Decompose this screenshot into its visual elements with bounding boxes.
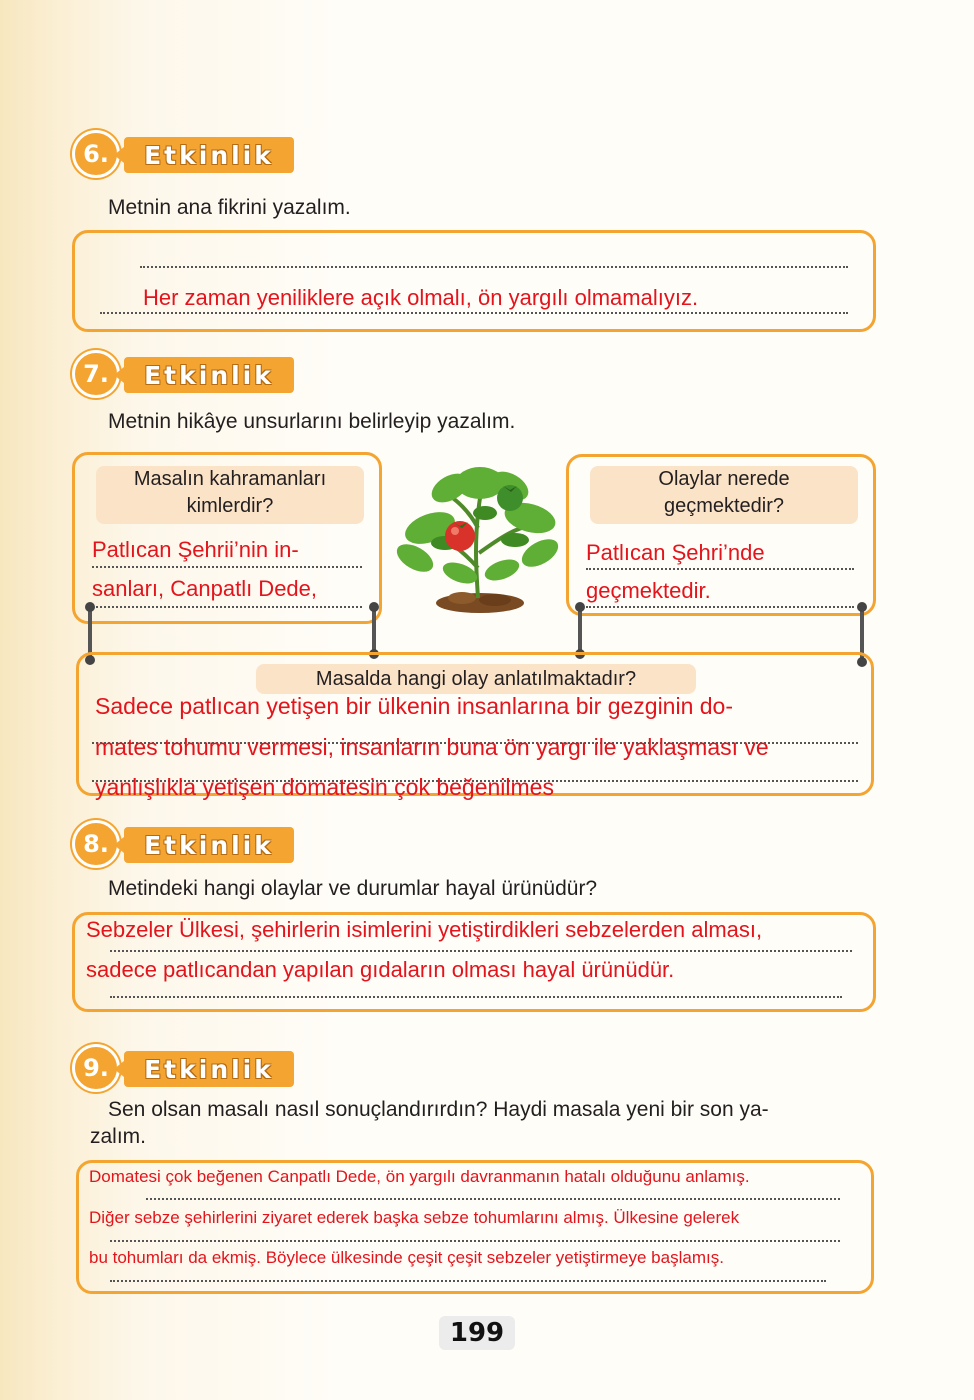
event-question: Masalda hangi olay anlatılmaktadır?: [256, 664, 696, 694]
activity-9-answer-line-3: bu tohumları da ekmiş. Böylece ülkesinde çeşit çeşit sebzeler yetiştirmeye başlamış.: [89, 1248, 724, 1267]
label-line: Olaylar nerede: [658, 468, 790, 490]
activity-9-prompt-line-2: zalım.: [90, 1125, 147, 1148]
dotted-line: [92, 606, 362, 608]
activity-number: 6.: [72, 130, 120, 178]
activity-6-prompt: Metnin ana fikrini yazalım.: [108, 196, 351, 219]
dotted-line: [586, 568, 854, 570]
activity-8-answer-line-1: Sebzeler Ülkesi, şehirlerin isimlerini yetiştirdikleri sebzelerden alması,: [86, 917, 763, 942]
connector-line: [578, 606, 582, 654]
activity-9-prompt-line-1: Sen olsan masalı nasıl sonuçlandırırdın? Haydi masala yeni bir son ya-: [108, 1098, 769, 1121]
characters-question: [96, 466, 364, 524]
activity-number: 8.: [72, 820, 120, 868]
dotted-line: [586, 606, 854, 608]
activity-8-prompt: Metindeki hangi olaylar ve durumlar hayal ürünüdür?: [108, 877, 598, 900]
dotted-line: [110, 1280, 826, 1282]
activity-6-answer: Her zaman yeniliklere açık olmalı, ön yargılı olmamalıyız.: [143, 285, 699, 310]
place-answer-line-2: geçmektedir.: [586, 578, 711, 603]
activity-7-prompt: Metnin hikâye unsurlarını belirleyip yazalım.: [108, 410, 516, 433]
label-line: geçmektedir?: [663, 495, 785, 517]
label-line: kimlerdir?: [186, 495, 274, 517]
activity-title: Etkinlik: [124, 827, 294, 863]
label-line: Masalın kahramanları: [133, 468, 327, 490]
dotted-line: [146, 1198, 840, 1200]
event-answer-line-3: yanlışlıkla yetişen domatesin çok beğenilmes: [95, 774, 554, 800]
activity-title: Etkinlik: [124, 137, 294, 173]
connector-knob: [85, 602, 95, 612]
activity-number: 9.: [72, 1044, 120, 1092]
connector-knob: [575, 602, 585, 612]
tomato-plant-illustration: [390, 458, 564, 618]
page-number: 199: [439, 1316, 515, 1350]
activity-6-answer-box: [72, 230, 876, 332]
event-answer-line-1: Sadece patlıcan yetişen bir ülkenin insanlarına bir gezginin do-: [95, 693, 734, 719]
event-answer-line-2: mates tohumu vermesi, insanların buna ön yargı ile yaklaşması ve: [95, 734, 769, 760]
activity-number: 7.: [72, 350, 120, 398]
characters-answer-line-1: Patlıcan Şehrii’nin in-: [92, 537, 299, 562]
activity-title: Etkinlik: [124, 1051, 294, 1087]
connector-line: [372, 606, 376, 654]
activity-9-header: [72, 1044, 302, 1092]
dotted-line: [100, 312, 848, 314]
activity-6-header: [72, 130, 302, 178]
dotted-line: [92, 566, 362, 568]
dotted-line: [110, 1240, 840, 1242]
activity-title: Etkinlik: [124, 357, 294, 393]
place-answer-line-1: Patlıcan Şehri’nde: [586, 540, 765, 565]
connector-knob: [857, 602, 867, 612]
activity-9-answer-line-2: Diğer sebze şehirlerini ziyaret ederek başka sebze tohumlarını almış. Ülkesine gelerek: [89, 1208, 740, 1227]
dotted-line: [140, 266, 848, 268]
activity-9-answer-line-1: Domatesi çok beğenen Canpatlı Dede, ön yargılı davranmanın hatalı olduğunu anlamış.: [89, 1167, 750, 1186]
activity-8-header: [72, 820, 302, 868]
activity-7-header: [72, 350, 302, 398]
dotted-line: [110, 996, 842, 998]
connector-knob: [369, 602, 379, 612]
characters-answer-line-2: sanları, Canpatlı Dede,: [92, 576, 318, 601]
dotted-line: [110, 950, 852, 952]
activity-8-answer-line-2: sadece patlıcandan yapılan gıdaların olması hayal ürünüdür.: [86, 957, 675, 982]
place-question: [590, 466, 858, 524]
